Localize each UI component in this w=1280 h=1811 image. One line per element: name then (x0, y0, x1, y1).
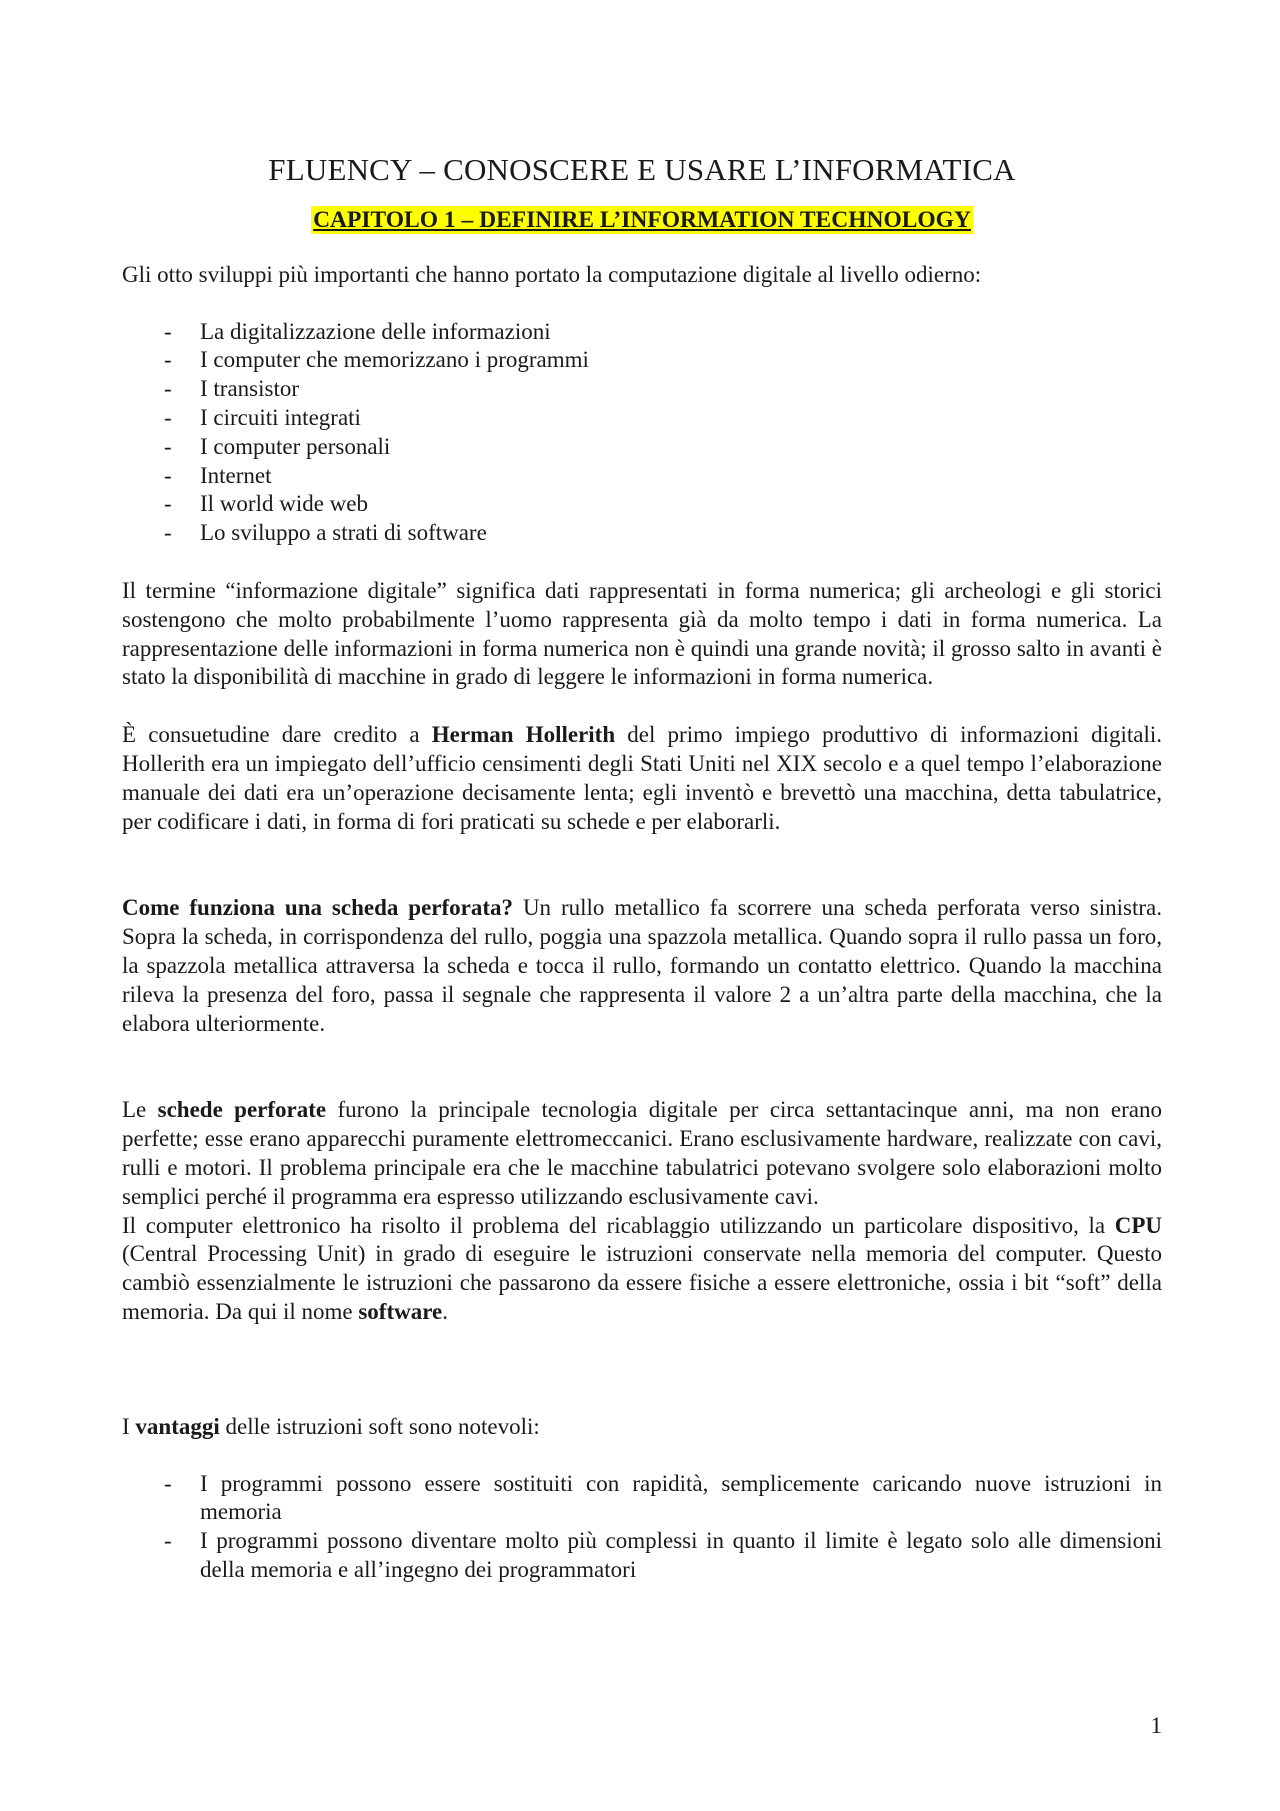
hollerith-text-before: È consuetudine dare credito a (122, 722, 432, 748)
cpu-text-middle: (Central Processing Unit) in grado di eseguire le istruzioni conservate nella memoria del computer. Questo cambiò essenzialmente le istruzioni che passarono da essere fisiche a essere elettroniche, ossia i bit “soft” della memoria. Da qui il nome (122, 1241, 1162, 1324)
list-item: - I computer personali (122, 433, 1162, 462)
schede-text-after: furono la principale tecnologia digitale per circa settantacinque anni, ma non erano perfette; esse erano apparecchi puramente elettromeccanici. Erano esclusivamente hardware, realizzate con cavi, rulli e motori. Il problema principale era che le macchine tabulatrici potevano svolgere solo elaborazioni molto semplici perché il programma era espresso utilizzando esclusivamente cavi. (122, 1097, 1162, 1209)
advantages-intro-paragraph (122, 1413, 1162, 1442)
schede-term: schede perforate (157, 1097, 327, 1123)
cpu-paragraph (122, 1212, 1162, 1327)
intro-paragraph: Gli otto sviluppi più importanti che hanno portato la computazione digitale al livello odierno: (122, 261, 982, 287)
cpu-text-before: Il computer elettronico ha risolto il problema del ricablaggio utilizzando un particolare dispositivo, la (122, 1212, 1115, 1238)
list-item: - Lo sviluppo a strati di software (122, 519, 1162, 548)
list-item: - La digitalizzazione delle informazioni (122, 318, 1162, 347)
punch-card-question: Come funziona una scheda perforata? (122, 895, 514, 921)
chapter-heading-wrap (122, 206, 1162, 235)
punch-card-paragraph (122, 894, 1162, 1038)
list-item: - I programmi possono essere sostituiti con rapidità, semplicemente caricando nuove istruzioni in memoria (122, 1470, 1162, 1528)
list-item: - I programmi possono diventare molto più complessi in quanto il limite è legato solo alle dimensioni della memoria e all’ingegno dei programmatori (122, 1527, 1162, 1585)
list-item: - I transistor (122, 375, 1162, 404)
vantaggi-text-after: delle istruzioni soft sono notevoli: (219, 1413, 540, 1439)
developments-list (122, 318, 1162, 548)
hollerith-paragraph (122, 721, 1162, 836)
software-term: software (358, 1298, 443, 1324)
hollerith-text-after: del primo impiego produttivo di informazioni digitali. Hollerith era un impiegato dell’ufficio censimenti degli Stati Uniti nel XIX secolo e a quel tempo l’elaborazione manuale dei dati era un’operazione decisamente lenta; egli inventò e brevettò una macchina, detta tabulatrice, per codificare i dati, in forma di fori praticati su schede e per elaborarli. (122, 722, 1163, 834)
digital-information-paragraph: Il termine “informazione digitale” significa dati rappresentati in forma numerica; gli archeologi e gli storici sostengono che molto probabilmente l’uomo rappresenta già da molto tempo i dati in forma numerica. La rappresentazione delle informazioni in forma numerica non è quindi una grande novità; il grosso salto in avanti è stato la disponibilità di macchine in grado di leggere le informazioni in forma numerica. (122, 577, 1162, 690)
list-item: - Internet (122, 462, 1162, 491)
vantaggi-term: vantaggi (135, 1413, 220, 1439)
schede-text-before: Le (122, 1097, 158, 1123)
punch-cards-history-paragraph (122, 1096, 1162, 1211)
page-number: 1 (1150, 1713, 1162, 1738)
list-item: - I circuiti integrati (122, 404, 1162, 433)
chapter-heading: CAPITOLO 1 – DEFINIRE L’INFORMATION TECHNOLOGY (313, 207, 971, 233)
vantaggi-text-before: I (122, 1413, 136, 1439)
cpu-term: CPU (1114, 1212, 1162, 1238)
list-item: - Il world wide web (122, 490, 1162, 519)
hollerith-name: Herman Hollerith (431, 722, 616, 748)
list-item: - I computer che memorizzano i programmi (122, 346, 1162, 375)
document-title: FLUENCY – CONOSCERE E USARE L’INFORMATICA (268, 152, 1016, 187)
advantages-list (122, 1470, 1162, 1585)
punch-card-text: Un rullo metallico fa scorrere una scheda perforata verso sinistra. Sopra la scheda, in corrispondenza del rullo, poggia una spazzola metallica. Quando sopra il rullo passa un foro, la spazzola metallica attraversa la scheda e tocca il rullo, formando un contatto elettrico. Quando la macchina rileva la presenza del foro, passa il segnale che rappresenta il valore 2 a un’altra parte della macchina, che la elabora ulteriormente. (122, 895, 1162, 1036)
page-content (122, 152, 1162, 1585)
cpu-text-after: . (442, 1298, 448, 1324)
